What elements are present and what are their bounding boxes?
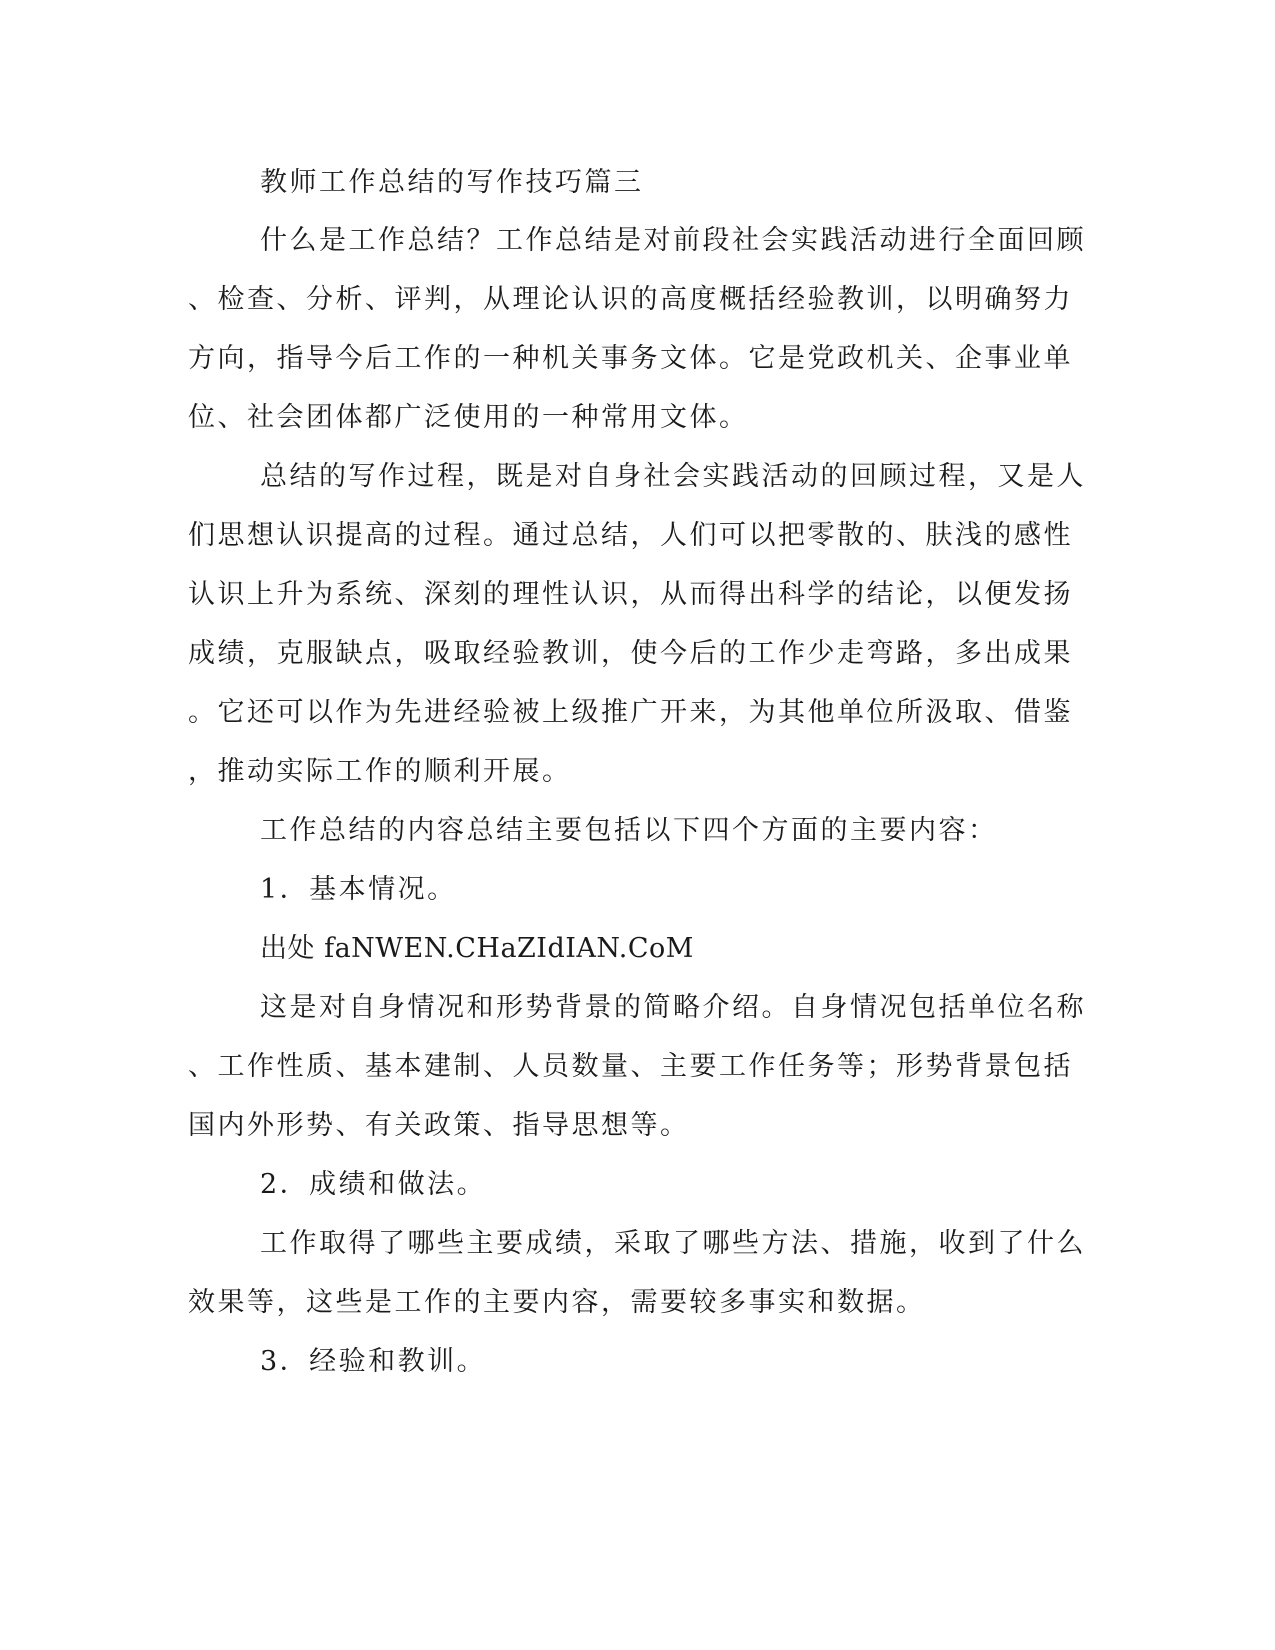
paragraph-line: 效果等，这些是工作的主要内容，需要较多事实和数据。 [188, 1287, 926, 1318]
paragraph-line: 这是对自身情况和形势背景的简略介绍。自身情况包括单位名称 [260, 992, 1086, 1023]
paragraph-line: 们思想认识提高的过程。通过总结，人们可以把零散的、肤浅的感性 [188, 520, 1073, 551]
paragraph-line: 认识上升为系统、深刻的理性认识，从而得出科学的结论，以便发扬 [188, 579, 1073, 610]
document-title: 教师工作总结的写作技巧篇三 [260, 167, 644, 198]
paragraph-line: 总结的写作过程，既是对自身社会实践活动的回顾过程，又是人 [260, 461, 1086, 492]
section-heading: 1．基本情况。 [260, 874, 457, 905]
section-heading: 2．成绩和做法。 [260, 1169, 487, 1200]
paragraph-line: 工作总结的内容总结主要包括以下四个方面的主要内容： [260, 815, 998, 846]
paragraph-line: 位、社会团体都广泛使用的一种常用文体。 [188, 402, 749, 433]
section-heading: 3．经验和教训。 [260, 1346, 487, 1377]
paragraph-line: 、工作性质、基本建制、人员数量、主要工作任务等；形势背景包括 [188, 1051, 1073, 1082]
source-line: 出处 faNWEN.CHaZIdIAN.CoM [260, 933, 694, 964]
paragraph-line: ，推动实际工作的顺利开展。 [188, 756, 572, 787]
paragraph-line: 什么是工作总结？工作总结是对前段社会实践活动进行全面回顾 [260, 225, 1086, 256]
paragraph-line: 成绩，克服缺点，吸取经验教训，使今后的工作少走弯路，多出成果 [188, 638, 1073, 669]
paragraph-line: 国内外形势、有关政策、指导思想等。 [188, 1110, 690, 1141]
paragraph-line: 方向，指导今后工作的一种机关事务文体。它是党政机关、企事业单 [188, 343, 1073, 374]
paragraph-line: 工作取得了哪些主要成绩，采取了哪些方法、措施，收到了什么 [260, 1228, 1086, 1259]
paragraph-line: 、检查、分析、评判，从理论认识的高度概括经验教训，以明确努力 [188, 284, 1073, 315]
paragraph-line: 。它还可以作为先进经验被上级推广开来，为其他单位所汲取、借鉴 [188, 697, 1073, 728]
